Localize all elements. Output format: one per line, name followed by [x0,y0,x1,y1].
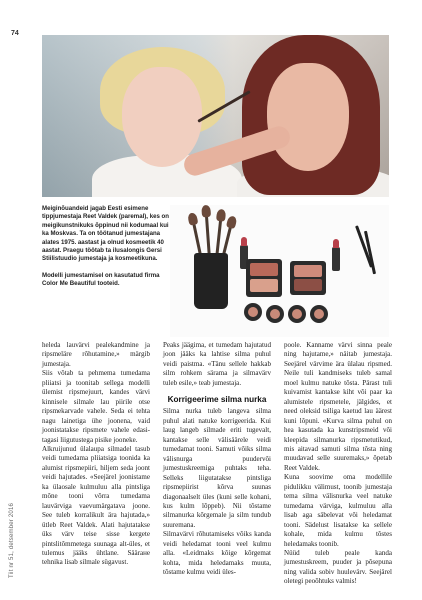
article-column-1 [42,341,150,568]
blush-pot [266,305,284,323]
article-column-3 [284,341,392,587]
article-paragraph: Alkruijunud ülalaupa silmadel tasub veidi tumedama pliiatsiga toonida ka alumist ripsmepiiri, hiljem seda joont veidi hajutades. «Seejärel joonistame ka ülaosale kulmuluu alla pintsliga mõne tooni võrra tumedama lauvärviga vaevumärgatava joone. See tuleb korralikult ära hajutada,» ütleb Reet Valdek. Alati hajutatakse üks värv teise sisse kergete pintslitõmmetega suunaga alt-üles, et tulemus jääks ühtlane. Sääraне tehnika lisab silmale sügavust. [42,444,150,567]
lipstick-icon [332,247,340,271]
blush-pot [288,305,306,323]
issue-side-label: Tiit nr 51, detsember 2016 [9,502,15,578]
artist-face [267,63,349,171]
article-paragraph: poole. Kanname värvi sinna peale ning hajutame,» näitab jumestaja. Seejärel värvime ära ülalau ripsmed. Neile tuli kandmiseks tuleb samal moel kulmu natuke tõsta. Pärast tuli kuivamist kantakse kiht või paar ka alumistele ripsmetele, jälgides, et need oleksid tsiliga kaetud lau äärest kuni lõpuni. «Kurva silma puhul on hea kasutada ka kunstripsmeid või kleepida silmanurka ripsmetutikud, mis aitavad samuti silma tõsta ning muudavad selle suuremaks,» õpetab Reet Valdek. [284,341,392,472]
blush-pot [310,305,328,323]
model-face [122,67,202,167]
products-photo [170,205,389,337]
article-paragraph: Kuna soovime oma modellile pidulikku välimust, toonib jumestaja tema silma välisnurka veel natuke tumedama värviga, kulmuluu alla lisab aga säbelevat või heledamat tooni. Sädelust lisatakse ka sellele kohale, mida kulmu tõstes heledamaks toonib. [284,473,392,548]
article-paragraph: Siis võtab ta pehmema tumedama pliiatsi ja toonitab sellega modelli ülemist ripsmejuurt, kandes värvi kinnisele silmale lau piirile otse ripsmekarvade vahele. Seda ei tehta nagu lainetiga ühe joonena, vaid joonistatakse ripsmete vahele edasi-tagasi liigutustega pisike jooneke. [42,369,150,444]
eyeshadow-palette [246,259,282,297]
blush-pot [244,303,262,321]
page-number: 74 [11,30,19,37]
photo-caption [42,205,170,297]
article-paragraph: Nüüd tuleb peale kanda jumestuskreem, puuder ja põsepuna ning valida sobiv huulevärv. Seejärel oletegi peoõhtuks valmis! [284,548,392,586]
article-paragraph: Peaks jäägima, et tumedam hajutatud joon jääks ka lahtise silma puhul veidi paistma. «Tänu sellele hakkab silm rohkem särama ja silmavärv tuleb esile,» teab jumestaja. [163,341,271,387]
caption-paragraph: Meiginõuandeid jagab Eesti esimene tippjumestaja Reet Valdek (paremal), kes on meigikunstnikuks õppinud nii kodumaal kui ka Moskvas. Ta on töötanud jumestajana alates 1975. aastast ja olnud kosmeetik 40 aastat. Praegu töötab ta ilusalongis Gersi Stiilistuudio jumestaja ja kosmeetikuna. [42,205,169,263]
article-paragraph: Silmavärvi rõhutamiseks võiks kanda veidi heledamat tooni veel kulmu alla. «Leidmaks kõige kõrgemat kohta, mida heledamaks muuta, tõstame kulmu veidi üles- [163,530,271,577]
article-column-2 [163,341,271,578]
brush-cup [194,253,228,309]
section-subheading: Korrigeerime silma nurka [167,395,267,405]
article-paragraph: Silma nurka tuleb langeva silma puhul alati natuke korrigeerida. Kui laug langeb silmade eriti tugevalt, kantakse selle välisäärele veidi tumedamat tooni. Samuti võiks silma välisnurga puudervõi jumestuskreemiga puhtaks teha. Selleks liigutatakse pintsliga ripsmepiirist kõrva suunas diagonaalselt üles (kuni selle kohani, kus kulm lõppeb). Nii tõstame silmanurka kõrgemale ja silm tundub suuremana. [163,407,271,529]
eyeshadow-palette [290,261,326,295]
article-paragraph: heleda lauvärvi pealekandmine ja ripsmeläre rõhutamine,» märgib jumestaja. [42,341,150,368]
makeup-photo [42,35,389,197]
caption-paragraph: Modelli jumestamisel on kasutatud firma Color Me Beautiful tooteid. [42,271,160,288]
